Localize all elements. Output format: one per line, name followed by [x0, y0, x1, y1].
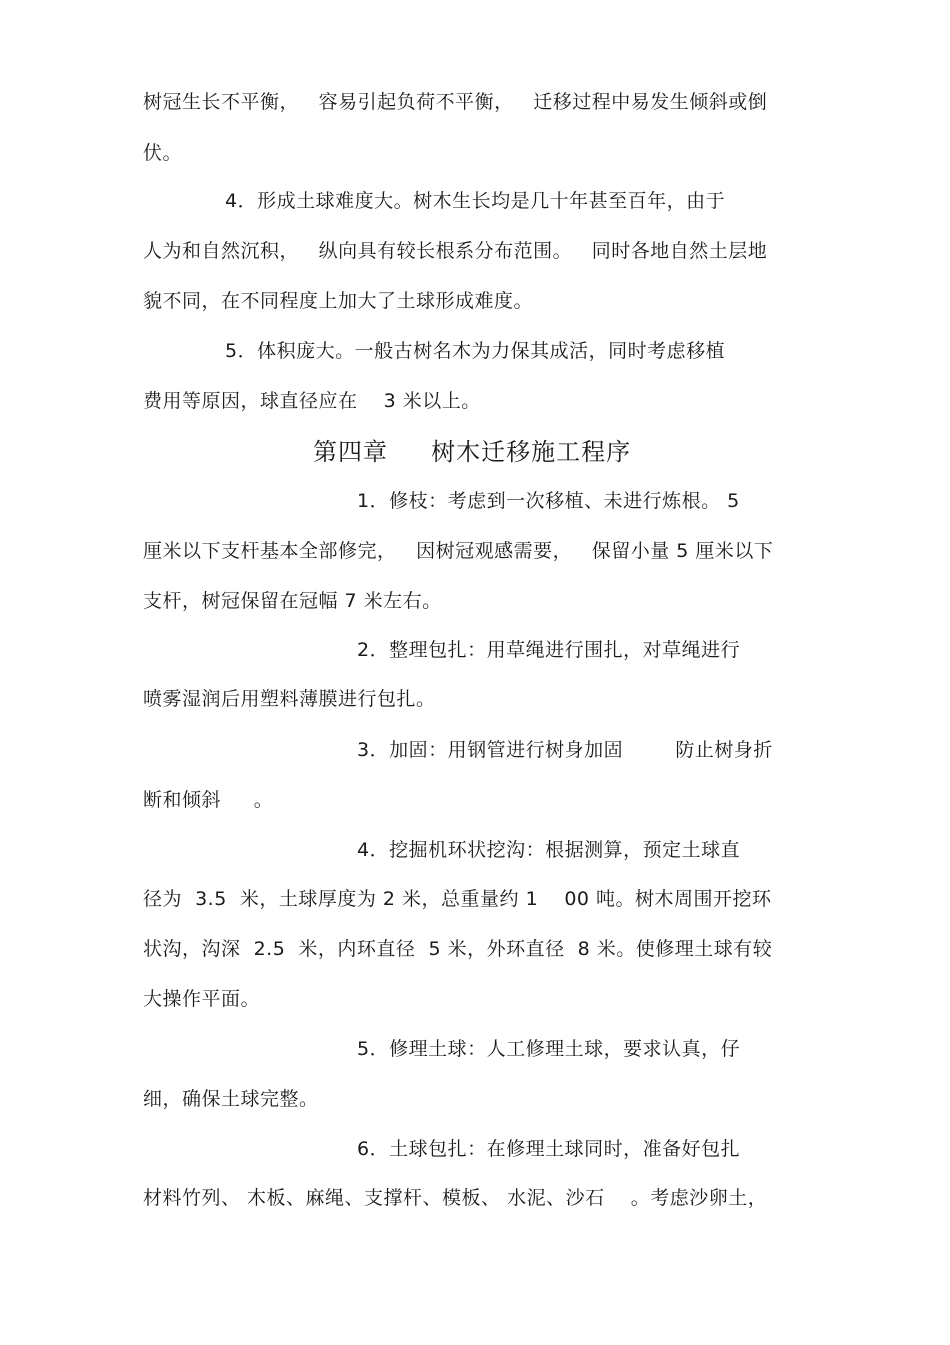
body-text-line: 断和倾斜 。 — [143, 789, 274, 811]
body-text-line: 状沟，沟深 2.5 米，内环直径 5 米，外环直径 8 米。使修理土球有较 — [143, 938, 773, 960]
body-text-line: 4．挖掘机环状挖沟：根据测算，预定土球直 — [357, 839, 741, 861]
body-text-line: 2．整理包扎：用草绳进行围扎，对草绳进行 — [357, 639, 741, 661]
body-text-line: 4．形成土球难度大。树木生长均是几十年甚至百年，由于 — [225, 190, 726, 212]
body-text-line: 细，确保土球完整。 — [143, 1088, 319, 1110]
body-text-line: 貌不同，在不同程度上加大了土球形成难度。 — [143, 290, 534, 312]
body-text-line: 喷雾湿润后用塑料薄膜进行包扎。 — [143, 688, 436, 710]
body-text-line: 费用等原因，球直径应在 3 米以上。 — [143, 390, 481, 412]
body-text-line: 伏。 — [143, 142, 183, 164]
body-text-line: 大操作平面。 — [143, 988, 261, 1010]
body-text-line: 径为 3.5 米，土球厚度为 2 米，总重量约 1 00 吨。树木周围开挖环 — [143, 888, 772, 910]
body-text-line: 材料竹列、 木板、麻绳、支撑杆、模板、 水泥、沙石 。考虑沙卵土， — [143, 1187, 768, 1209]
body-text-line: 3．加固：用钢管进行树身加固 防止树身折 — [357, 739, 773, 761]
body-text-line: 5．体积庞大。一般古树名木为力保其成活，同时考虑移植 — [225, 340, 726, 362]
body-text-line: 6．土球包扎：在修理土球同时，准备好包扎 — [357, 1138, 741, 1160]
body-text-line: 支杆，树冠保留在冠幅 7 米左右。 — [143, 590, 442, 612]
body-text-line: 1．修枝：考虑到一次移植、未进行炼根。 5 — [357, 490, 740, 512]
body-text-line: 树冠生长不平衡， 容易引起负荷不平衡， 迁移过程中易发生倾斜或倒 — [143, 91, 768, 113]
body-text-line: 厘米以下支杆基本全部修完， 因树冠观感需要， 保留小量 5 厘米以下 — [143, 540, 774, 562]
body-text-line: 5．修理土球：人工修理土球，要求认真，仔 — [357, 1038, 741, 1060]
body-text-line: 人为和自然沉积， 纵向具有较长根系分布范围。 同时各地自然土层地 — [143, 240, 768, 262]
chapter-heading: 第四章 树木迁移施工程序 — [313, 438, 632, 466]
